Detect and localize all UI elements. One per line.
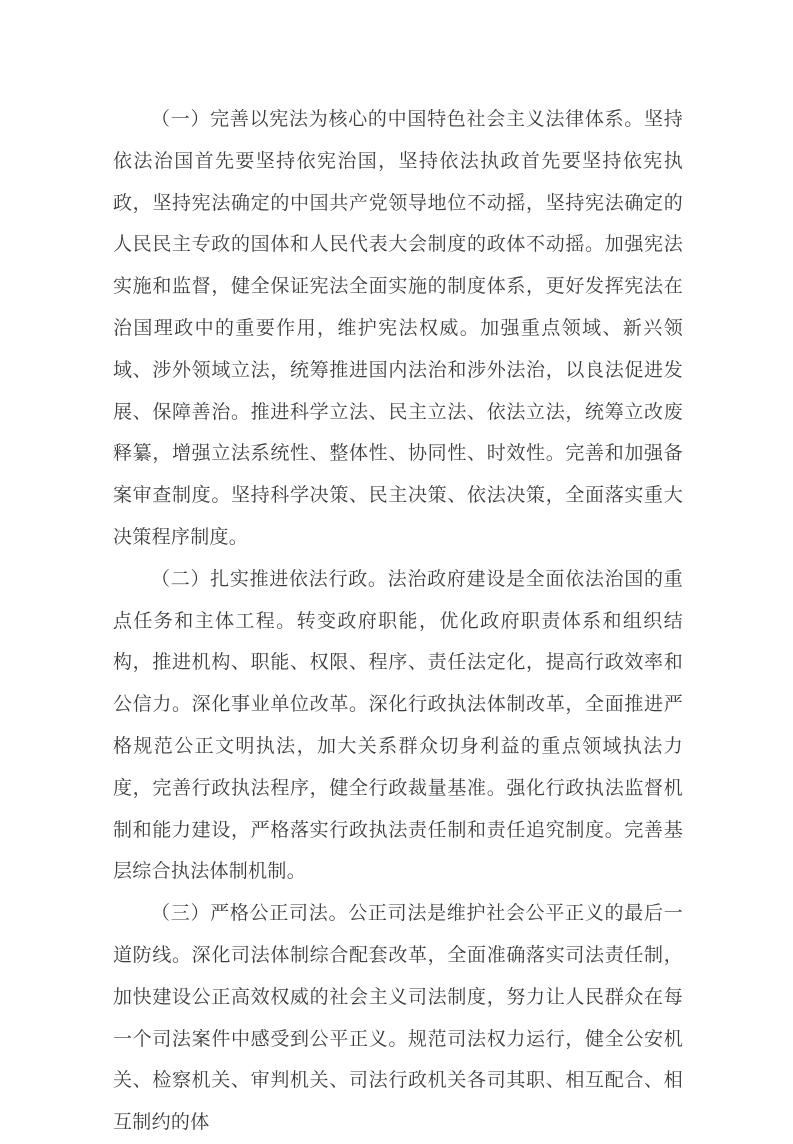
paragraph-section-3: （三）严格公正司法。公正司法是维护社会公平正义的最后一道防线。深化司法体制综合配套改革，全面准确落实司法责任制，加快建设公正高效权威的社会主义司法制度，努力让人民群众在每一个司法案件中感受到公平正义。规范司法权力运行，健全公安机关、检察机关、审判机关、司法行政机关各司其职、相互配合、相互制约的体 — [113, 902, 683, 1134]
document-body — [113, 99, 683, 1144]
paragraph-section-1: （一）完善以宪法为核心的中国特色社会主义法律体系。坚持依法治国首先要坚持依宪治国，坚持依法执政首先要坚持依宪执政，坚持宪法确定的中国共产党领导地位不动摇，坚持宪法确定的人民民主专政的国体和人民代表大会制度的政体不动摇。加强宪法实施和监督，健全保证宪法全面实施的制度体系，更好发挥宪法在治国理政中的重要作用，维护宪法权威。加强重点领域、新兴领域、涉外领域立法，统筹推进国内法治和涉外法治，以良法促进发展、保障善治。推进科学立法、民主立法、依法立法，统筹立改废释纂，增强立法系统性、整体性、协同性、时效性。完善和加强备案审查制度。坚持科学决策、民主决策、依法决策，全面落实重大决策程序制度。 — [113, 108, 683, 548]
paragraph-section-2: （二）扎实推进依法行政。法治政府建设是全面依法治国的重点任务和主体工程。转变政府职能，优化政府职责体系和组织结构，推进机构、职能、权限、程序、责任法定化，提高行政效率和公信力。深化事业单位改革。深化行政执法体制改革，全面推进严格规范公正文明执法，加大关系群众切身利益的重点领域执法力度，完善行政执法程序，健全行政裁量基准。强化行政执法监督机制和能力建设，严格落实行政执法责任制和责任追究制度。完善基层综合执法体制机制。 — [113, 567, 683, 883]
